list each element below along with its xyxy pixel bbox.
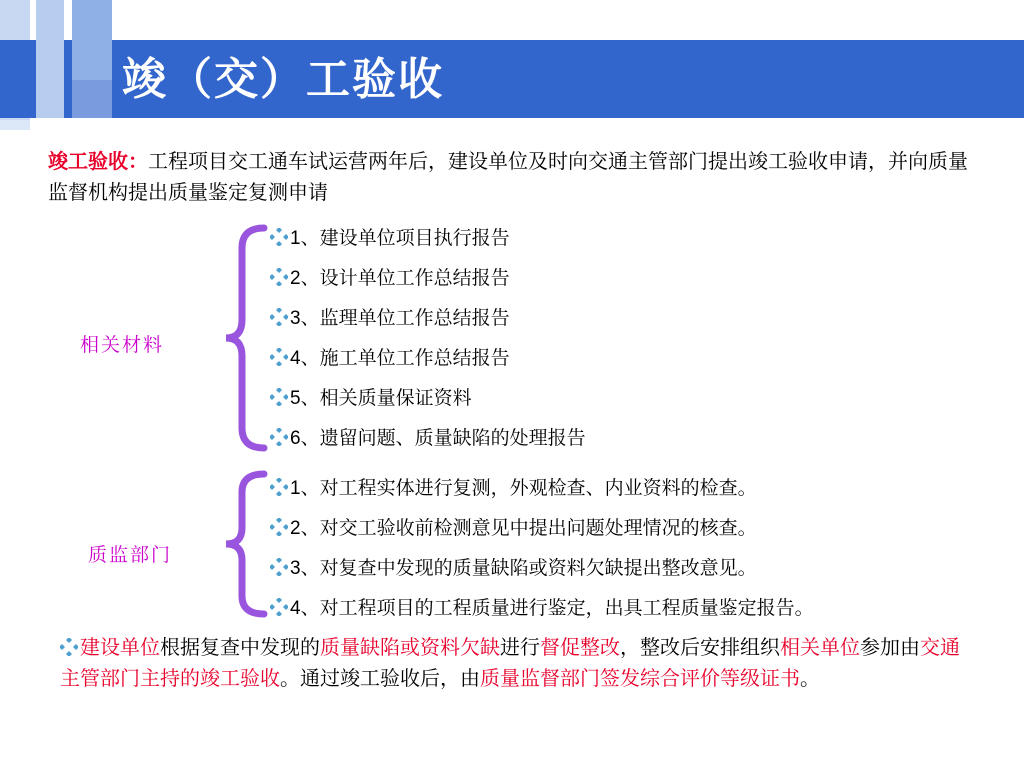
list-item <box>270 515 814 555</box>
item-number: 2 <box>290 518 301 539</box>
decor-square <box>36 40 64 118</box>
list-item <box>270 345 586 385</box>
list-item <box>270 425 586 465</box>
item-number: 3 <box>290 558 301 579</box>
diamond-bullet-icon <box>270 518 288 536</box>
body-text: 参加由 <box>860 635 920 659</box>
item-text: 、对工程项目的工程质量进行鉴定，出具工程质量鉴定报告。 <box>300 597 814 619</box>
conclusion-paragraph <box>60 632 970 694</box>
item-number: 5 <box>290 388 301 409</box>
diamond-bullet-icon <box>270 268 288 286</box>
diamond-bullet-icon <box>270 598 288 616</box>
item-text: 、设计单位工作总结报告 <box>300 267 510 289</box>
list-item <box>270 475 814 515</box>
group-label-quality-dept: 质监部门 <box>88 544 173 566</box>
body-text: 。 <box>800 666 820 690</box>
item-number: 6 <box>290 428 301 449</box>
item-number: 2 <box>290 268 301 289</box>
list-item <box>270 385 586 425</box>
decor-square <box>36 0 64 40</box>
item-number: 4 <box>290 598 301 619</box>
item-text: 、监理单位工作总结报告 <box>300 307 510 329</box>
decor-square <box>0 120 30 130</box>
item-text: 、对复查中发现的质量缺陷或资料欠缺提出整改意见。 <box>300 557 757 579</box>
list-item <box>270 305 586 345</box>
item-number: 1 <box>290 478 301 499</box>
diamond-bullet-icon <box>270 348 288 366</box>
page-title: 竣（交）工验收 <box>122 54 444 105</box>
left-brace <box>222 224 268 452</box>
highlight-text: 质量缺陷或资料欠缺 <box>320 635 500 659</box>
item-text: 、遗留问题、质量缺陷的处理报告 <box>300 427 586 449</box>
materials-list <box>270 225 586 465</box>
diamond-bullet-icon <box>270 388 288 406</box>
highlight-text: 质量监督部门签发综合评价等级证书 <box>480 666 800 690</box>
decor-square <box>72 40 112 80</box>
body-text: 根据复查中发现的 <box>160 635 320 659</box>
item-text: 、相关质量保证资料 <box>300 387 472 409</box>
item-text: 、施工单位工作总结报告 <box>300 347 510 369</box>
diamond-bullet-icon <box>270 558 288 576</box>
intro-paragraph <box>48 146 978 208</box>
highlight-text: 督促整改 <box>540 635 620 659</box>
item-number: 4 <box>290 348 301 369</box>
diamond-bullet-icon <box>60 638 78 656</box>
highlight-text: 建设单位 <box>80 635 160 659</box>
list-item <box>270 595 814 635</box>
highlight-text: 相关单位 <box>780 635 860 659</box>
highlight-text: 交通主管部门主持的竣工验收 <box>60 635 960 690</box>
decor-square <box>0 0 30 40</box>
group-label-materials: 相关材料 <box>80 334 165 356</box>
intro-label: 竣工验收： <box>48 149 148 173</box>
body-text: ，整改后安排组织 <box>620 635 780 659</box>
quality-dept-list <box>270 475 814 635</box>
list-item <box>270 225 586 265</box>
body-text: 。通过竣工验收后，由 <box>280 666 480 690</box>
item-text: 、对工程实体进行复测，外观检查、内业资料的检查。 <box>300 477 757 499</box>
decor-square <box>72 0 112 40</box>
body-text: 进行 <box>500 635 540 659</box>
diamond-bullet-icon <box>270 428 288 446</box>
diamond-bullet-icon <box>270 478 288 496</box>
list-item <box>270 555 814 595</box>
diamond-bullet-icon <box>270 228 288 246</box>
item-text: 、建设单位项目执行报告 <box>300 227 510 249</box>
item-number: 1 <box>290 228 301 249</box>
item-number: 3 <box>290 308 301 329</box>
intro-text: 工程项目交工通车试运营两年后，建设单位及时向交通主管部门提出竣工验收申请，并向质量监督机构提出质量鉴定复测申请 <box>48 149 968 204</box>
decor-square <box>72 80 112 118</box>
list-item <box>270 265 586 305</box>
diamond-bullet-icon <box>270 308 288 326</box>
left-brace <box>222 470 268 618</box>
item-text: 、对交工验收前检测意见中提出问题处理情况的核查。 <box>300 517 757 539</box>
